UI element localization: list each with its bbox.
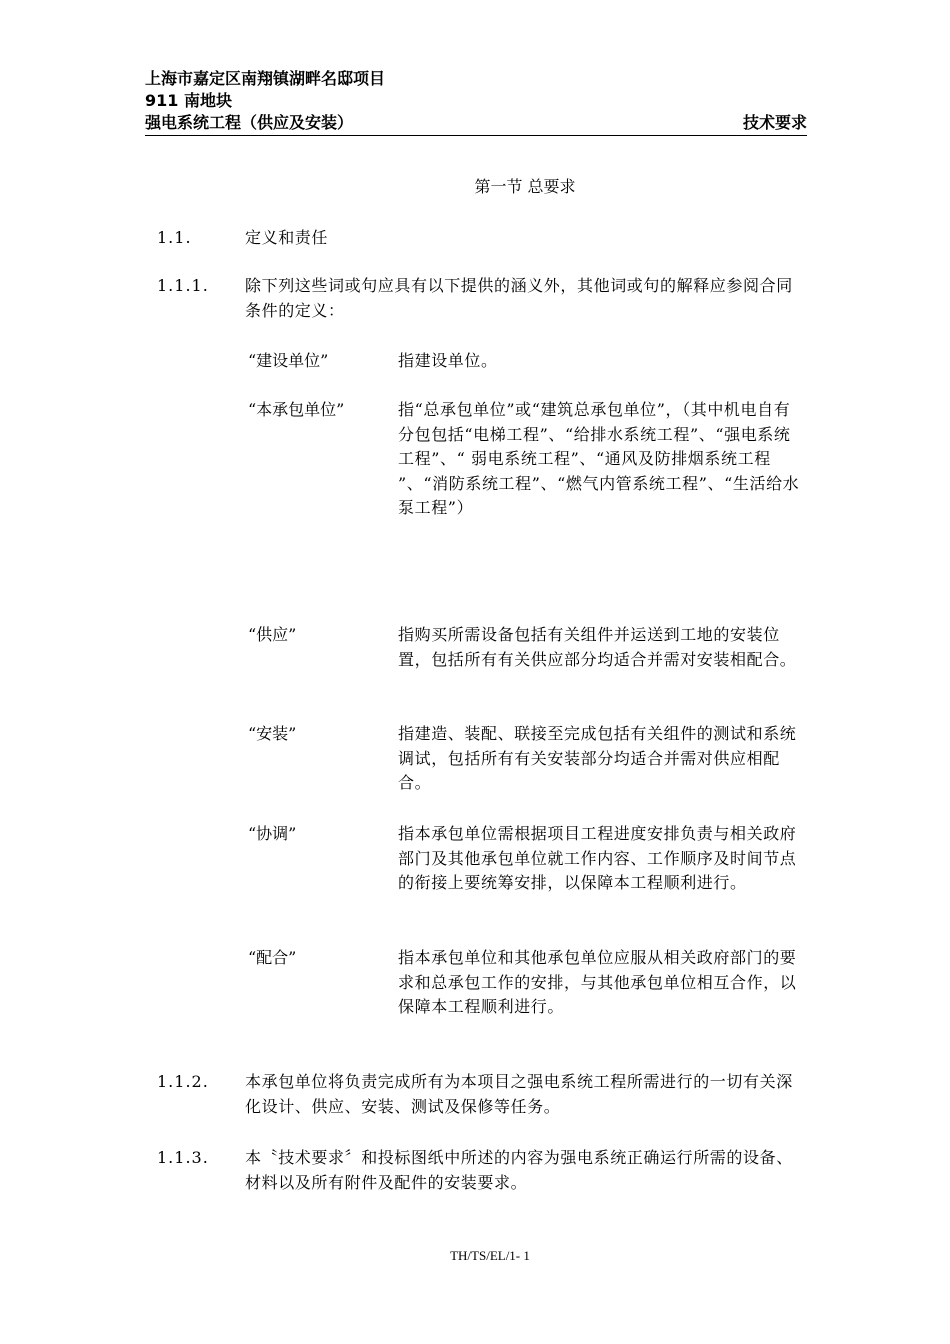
header-project-name: 上海市嘉定区南翔镇湖畔名邸项目 [145, 69, 386, 88]
definition-text: 指购买所需设备包括有关组件并运送到工地的安装位置，包括所有有关供应部分均适合并需对安装相配合。 [398, 625, 797, 669]
clause-text: 本〝技术要求〞和投标图纸中所述的内容为强电系统正确运行所需的设备、材料以及所有附件及配件的安装要求。 [245, 1148, 793, 1192]
definition-term: “协调” [248, 824, 297, 843]
definition-term: “建设单位” [248, 351, 329, 370]
clause-number: 1.1.2. [157, 1072, 209, 1091]
definition-term: “配合” [248, 948, 297, 967]
page-footer-code: TH/TS/EL/1- 1 [450, 1248, 530, 1263]
header-rule-row [145, 112, 807, 136]
clause-number: 1.1.3. [157, 1148, 209, 1167]
definition-text: 指建造、装配、联接至完成包括有关组件的测试和系统调试，包括所有有关安装部分均适合并需对供应相配合。 [398, 724, 797, 792]
clause-text: 本承包单位将负责完成所有为本项目之强电系统工程所需进行的一切有关深化设计、供应、安装、测试及保修等任务。 [245, 1072, 793, 1116]
header-doc-type: 技术要求 [742, 113, 807, 132]
clause-number: 1.1.1. [157, 276, 209, 295]
header-scope: 强电系统工程（供应及安装） [145, 113, 354, 132]
header-plot: 911 南地块 [145, 91, 232, 110]
clause-number: 1.1. [157, 228, 192, 247]
definition-text: 指本承包单位需根据项目工程进度安排负责与相关政府部门及其他承包单位就工作内容、工作顺序及时间节点的衔接上要统筹安排，以保障本工程顺利进行。 [398, 824, 797, 892]
section-title: 第一节 总要求 [474, 177, 576, 196]
clause-heading: 定义和责任 [245, 228, 329, 247]
definition-text: 指“总承包单位”或“建筑总承包单位”，（其中机电自有分包包括“电梯工程”、“给排水系统工程”、“强电系统工程”、“ 弱电系统工程”、“通风及防排烟系统工程 ”、“消防系统工程”、“燃气内管系统工程”、“生活给水泵工程”） [398, 400, 800, 517]
page-header [145, 68, 807, 136]
definition-text: 指建设单位。 [398, 351, 498, 370]
definition-term: “安装” [248, 724, 297, 743]
definition-term: “本承包单位” [248, 400, 345, 419]
clause-text: 除下列这些词或句应具有以下提供的涵义外，其他词或句的解释应参阅合同条件的定义： [245, 276, 793, 320]
definition-term: “供应” [248, 625, 297, 644]
definition-text: 指本承包单位和其他承包单位应服从相关政府部门的要求和总承包工作的安排，与其他承包单位相互合作，以保障本工程顺利进行。 [398, 948, 797, 1016]
